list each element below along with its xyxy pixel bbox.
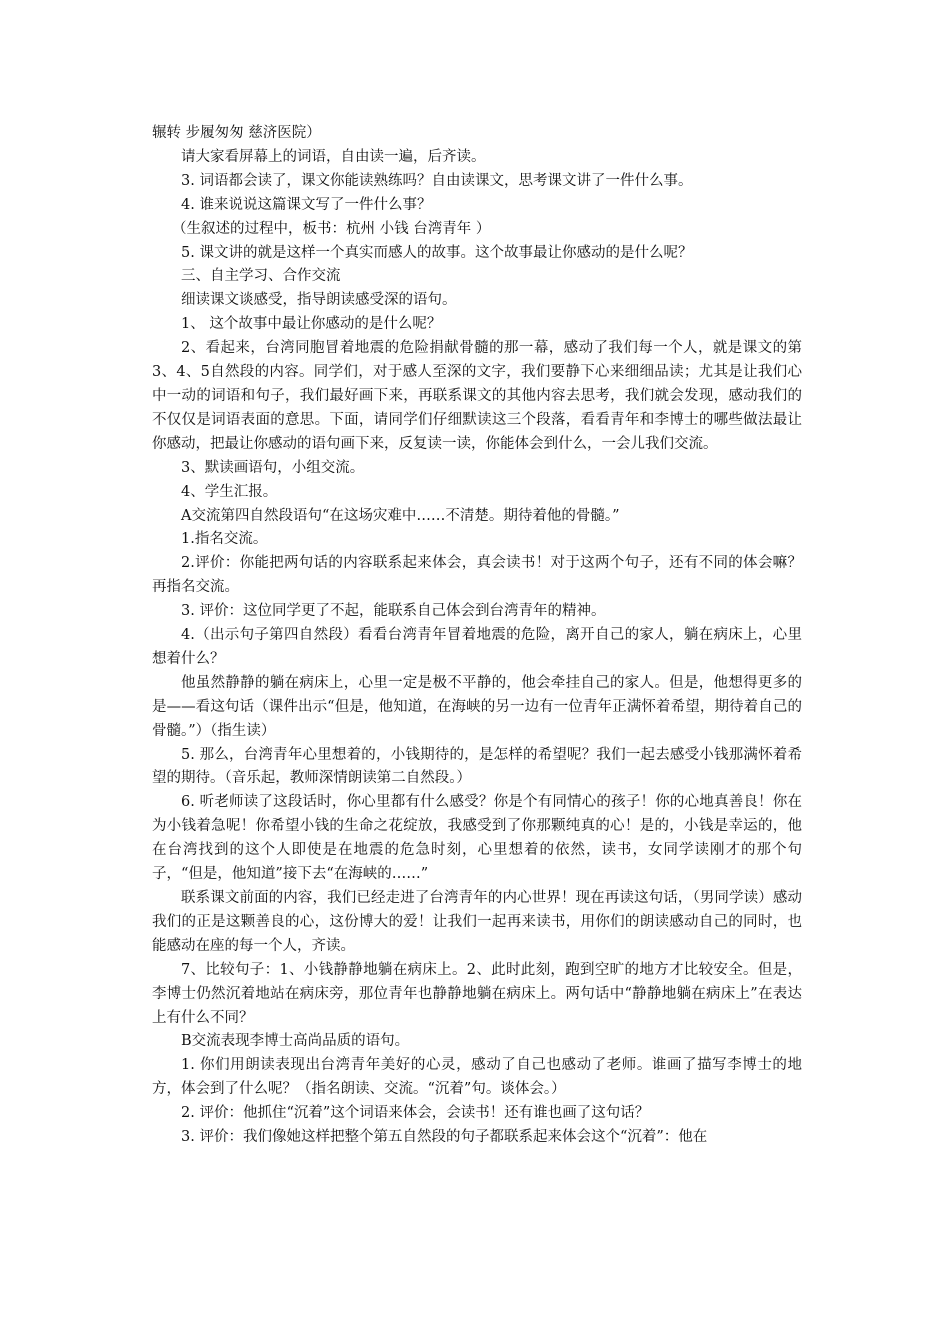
paragraph: 5. 课文讲的就是这样一个真实而感人的故事。这个故事最让你感动的是什么呢？: [181, 244, 693, 261]
paragraph: 3、默读画语句，小组交流。: [181, 459, 365, 476]
paragraph: B交流表现李博士高尚品质的语句。: [181, 1033, 410, 1050]
paragraph: 3. 评价：我们像她这样把整个第五自然段的句子都联系起来体会这个“沉着”：他在: [181, 1129, 708, 1146]
paragraph: 2.评价：你能把两句话的内容联系起来体会，真会读书！对于这两个句子，还有不同的体会嘛？再指名交流。: [152, 555, 802, 596]
paragraph: 三、自主学习、合作交流: [181, 268, 341, 285]
paragraph: 5. 那么，台湾青年心里想着的，小钱期待的，是怎样的希望呢？我们一起去感受小钱那满怀着希望的期待。（音乐起，教师深情朗读第二自然段。）: [152, 746, 802, 787]
paragraph: 7、比较句子：1、小钱静静地躺在病床上。2、此时此刻，跑到空旷的地方才比较安全。但是，李博士仍然沉着地站在病床旁，那位青年也静静地躺在病床上。两句话中“静静地躺在病床上”在表达上有什么不同？: [152, 961, 802, 1026]
paragraph: 1. 你们用朗读表现出台湾青年美好的心灵，感动了自己也感动了老师。谁画了描写李博士的地方，体会到了什么呢？（指名朗读、交流。“沉着”句。谈体会。）: [152, 1057, 802, 1098]
paragraph: 4.（出示句子第四自然段）看看台湾青年冒着地震的危险，离开自己的家人，躺在病床上，心里想着什么？: [152, 627, 802, 667]
paragraph: 4. 谁来说说这篇课文写了一件什么事？: [181, 196, 432, 213]
paragraph: 4、学生汇报。: [181, 483, 278, 500]
paragraph: 2、看起来，台湾同胞冒着地震的危险捐献骨髓的那一幕，感动了我们每一个人，就是课文的第3、4、5自然段的内容。同学们，对于感人至深的文字，我们要静下心来细细品读；尤其是让我们心中一动的词语和句子，我们最好画下来，再联系课文的其他内容去思考，我们就会发现，感动我们的不仅仅是词语表面的意思。下面，请同学们仔细默读这三个段落，看看青年和李博士的哪些做法最让你感动，把最让你感动的语句画下来，反复读一读，你能体会到什么，一会儿我们交流。: [152, 340, 802, 452]
paragraph: 联系课文前面的内容，我们已经走进了台湾青年的内心世界！现在再读这句话，（男同学读）感动我们的正是这颗善良的心，这份博大的爱！让我们一起再来读书，用你们的朗读感动自己的同时，也能感动在座的每一个人，齐读。: [152, 890, 802, 954]
paragraph: 6. 听老师读了这段话时，你心里都有什么感受？你是个有同情心的孩子！你的心地真善良！你在为小钱着急呢！你希望小钱的生命之花绽放，我感受到了你那颗纯真的心！是的，小钱是幸运的，他在台湾找到的这个人即使是在地震的危急时刻，心里想着的依然，读书，女同学读刚才的那个句子，“但是，他知道”接下去“在海峡的……”: [152, 794, 802, 883]
document-body: [152, 122, 802, 1150]
paragraph: 他虽然静静的躺在病床上，心里一定是极不平静的，他会牵挂自己的家人。但是，他想得更多的是——看这句话（课件出示“但是，他知道，在海峡的另一边有一位青年正满怀着希望，期待着自己的骨髓。”）（指生读）: [152, 674, 802, 739]
paragraph: （生叙述的过程中，板书：杭州 小钱 台湾青年 ）: [172, 220, 491, 237]
paragraph: 请大家看屏幕上的词语，自由读一遍，后齐读。: [181, 148, 486, 165]
paragraph: 1、 这个故事中最让你感动的是什么呢？: [181, 316, 442, 333]
paragraph: A交流第四自然段语句“在这场灾难中……不清楚。期待着他的骨髓。”: [181, 507, 620, 524]
paragraph: 辗转 步履匆匆 慈济医院）: [152, 125, 321, 141]
paragraph: 2. 评价：他抓住“沉着”这个词语来体会，会读书！还有谁也画了这句话？: [181, 1105, 650, 1122]
paragraph: 3. 词语都会读了，课文你能读熟练吗？自由读课文，思考课文讲了一件什么事。: [181, 172, 693, 189]
paragraph: 1.指名交流。: [181, 531, 268, 548]
paragraph: 3. 评价：这位同学更了不起，能联系自己体会到台湾青年的精神。: [181, 603, 606, 620]
paragraph: 细读课文谈感受，指导朗读感受深的语句。: [181, 292, 457, 309]
